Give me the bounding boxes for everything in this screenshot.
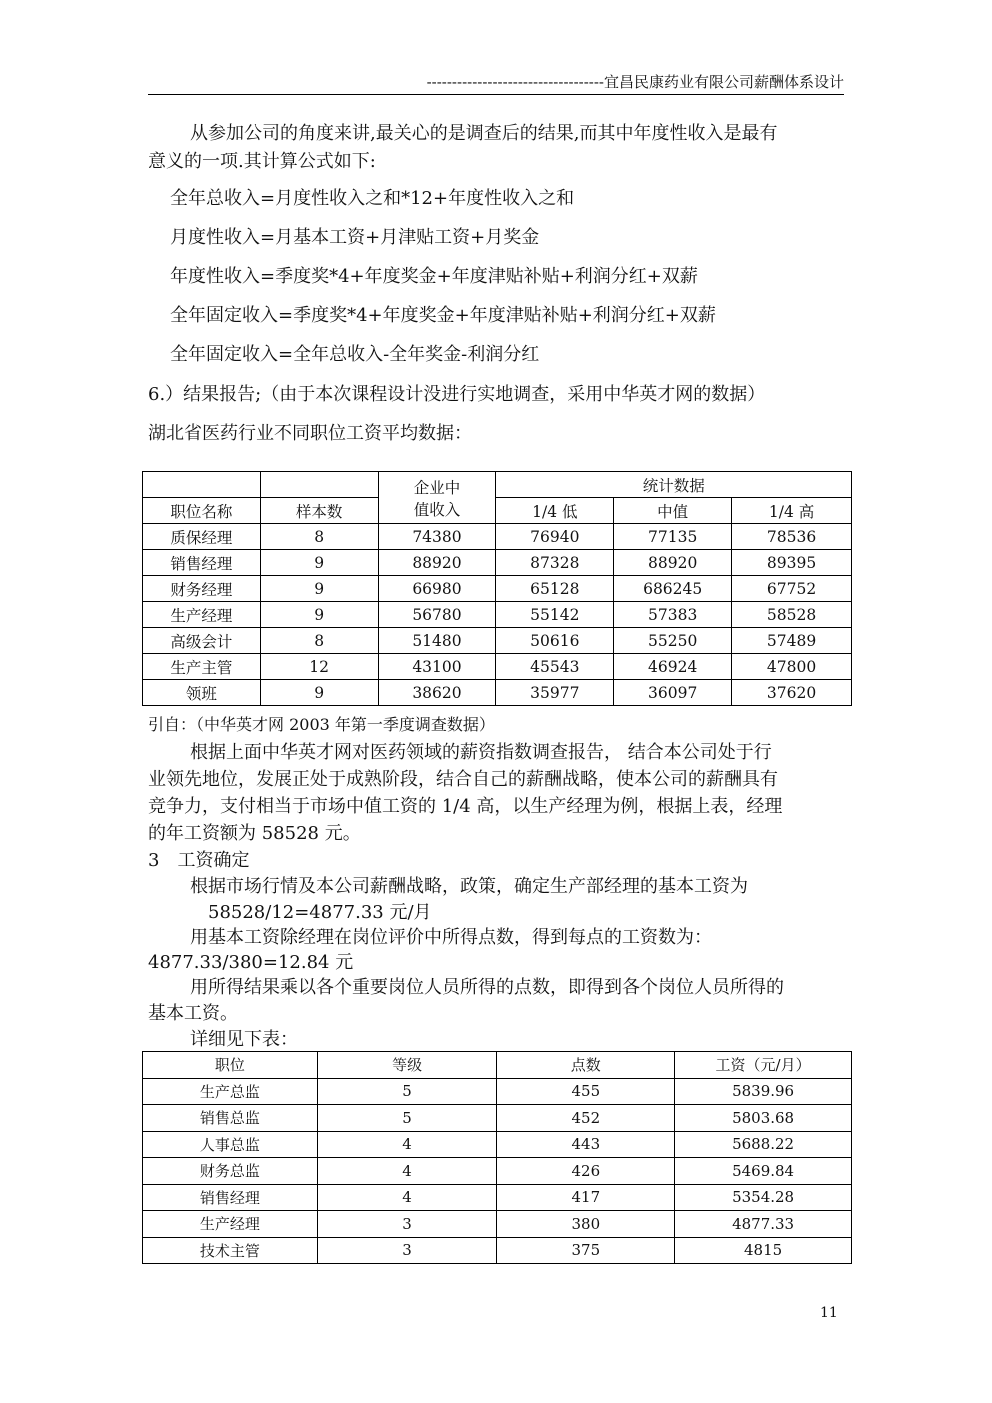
table-row <box>143 1158 852 1185</box>
cell-position: 财务经理 <box>143 576 261 602</box>
cell-median-income: 88920 <box>378 550 496 576</box>
cell-high: 58528 <box>732 602 852 628</box>
header-low-quartile: 1/4 低 <box>496 498 614 524</box>
table-row <box>143 550 852 576</box>
table-header-row <box>143 1052 852 1079</box>
header-median-line1: 企业中 <box>413 478 461 497</box>
cell-position: 销售经理 <box>143 1184 318 1211</box>
cell-mid: 46924 <box>614 654 732 680</box>
formula-2: 月度性收入=月基本工资+月津贴工资+月奖金 <box>170 227 540 248</box>
formula-5: 全年固定收入=全年总收入-全年奖金-利润分红 <box>170 344 540 365</box>
base-salary-table <box>142 1051 852 1264</box>
cell-low: 55142 <box>496 602 614 628</box>
cell-samples: 9 <box>260 576 378 602</box>
cell-mid: 686245 <box>614 576 732 602</box>
header-median-line2: 值收入 <box>413 500 461 519</box>
table-row <box>143 680 852 706</box>
cell-high: 67752 <box>732 576 852 602</box>
cell-points: 455 <box>497 1078 675 1105</box>
header-position: 职位名称 <box>143 498 261 524</box>
section-3-line-4: 4877.33/380=12.84 元 <box>148 952 354 973</box>
analysis-line-4: 的年工资额为 58528 元。 <box>148 823 361 844</box>
cell-grade: 3 <box>317 1211 497 1238</box>
page-number: 11 <box>820 1305 838 1321</box>
cell-grade: 3 <box>317 1237 497 1264</box>
analysis-line-3: 竞争力，支付相当于市场中值工资的 1/4 高，以生产经理为例，根据上表，经理 <box>148 796 783 817</box>
header-median: 中值 <box>614 498 732 524</box>
cell-high: 89395 <box>732 550 852 576</box>
cell-position: 销售总监 <box>143 1105 318 1132</box>
cell-points: 426 <box>497 1158 675 1185</box>
cell-low: 45543 <box>496 654 614 680</box>
section-3-line-2: 58528/12=4877.33 元/月 <box>208 902 432 923</box>
cell-mid: 36097 <box>614 680 732 706</box>
header-samples: 样本数 <box>260 498 378 524</box>
cell-salary: 5354.28 <box>675 1184 852 1211</box>
cell-low: 87328 <box>496 550 614 576</box>
cell-median-income: 66980 <box>378 576 496 602</box>
cell-low: 50616 <box>496 628 614 654</box>
cell-position: 质保经理 <box>143 524 261 550</box>
intro-line-2: 意义的一项.其计算公式如下: <box>148 151 376 172</box>
cell-position: 高级会计 <box>143 628 261 654</box>
table-row <box>143 524 852 550</box>
cell-mid: 57383 <box>614 602 732 628</box>
cell-position: 生产经理 <box>143 602 261 628</box>
cell-high: 78536 <box>732 524 852 550</box>
header-grade: 等级 <box>317 1052 497 1079</box>
salary-survey-table <box>142 471 852 706</box>
cell-median-income: 38620 <box>378 680 496 706</box>
cell-grade: 4 <box>317 1131 497 1158</box>
cell-samples: 9 <box>260 550 378 576</box>
table-source-note: 引自：（中华英才网 2003 年第一季度调查数据） <box>148 715 495 734</box>
intro-line-1: 从参加公司的角度来讲,最关心的是调查后的结果,而其中年度性收入是最有 <box>190 123 778 144</box>
cell-position: 生产总监 <box>143 1078 318 1105</box>
cell-samples: 12 <box>260 654 378 680</box>
cell-grade: 4 <box>317 1184 497 1211</box>
cell-position: 生产主管 <box>143 654 261 680</box>
cell-low: 76940 <box>496 524 614 550</box>
table-row <box>143 576 852 602</box>
report-heading: 6.）结果报告;（由于本次课程设计没进行实地调查，采用中华英才网的数据） <box>148 384 766 405</box>
cell-samples: 9 <box>260 602 378 628</box>
table-header-row <box>143 498 852 524</box>
cell-low: 65128 <box>496 576 614 602</box>
header-high-quartile: 1/4 高 <box>732 498 852 524</box>
cell-grade: 4 <box>317 1158 497 1185</box>
cell-high: 57489 <box>732 628 852 654</box>
cell-high: 47800 <box>732 654 852 680</box>
cell-position: 生产经理 <box>143 1211 318 1238</box>
analysis-line-1: 根据上面中华英才网对医药领域的薪资指数调查报告， 结合本公司处于行 <box>190 742 772 763</box>
cell-mid: 55250 <box>614 628 732 654</box>
cell-salary: 4877.33 <box>675 1211 852 1238</box>
cell-samples: 9 <box>260 680 378 706</box>
header-salary: 工资（元/月） <box>675 1052 852 1079</box>
cell-salary: 5839.96 <box>675 1078 852 1105</box>
report-subheading: 湖北省医药行业不同职位工资平均数据： <box>148 423 472 444</box>
formula-3: 年度性收入=季度奖*4+年度奖金+年度津贴补贴+利润分红+双薪 <box>170 266 698 287</box>
cell-high: 37620 <box>732 680 852 706</box>
formula-1: 全年总收入=月度性收入之和*12+年度性收入之和 <box>170 188 575 209</box>
table-row <box>143 1105 852 1132</box>
cell-points: 452 <box>497 1105 675 1132</box>
header-position: 职位 <box>143 1052 318 1079</box>
section-3-line-6: 基本工资。 <box>148 1003 238 1024</box>
table-row <box>143 628 852 654</box>
section-3-line-3: 用基本工资除经理在岗位评价中所得点数，得到每点的工资数为： <box>190 927 712 948</box>
table-row <box>143 1211 852 1238</box>
table-row <box>143 1237 852 1264</box>
table-row <box>143 602 852 628</box>
cell-position: 人事总监 <box>143 1131 318 1158</box>
table-row <box>143 1184 852 1211</box>
header-rule <box>148 94 844 95</box>
analysis-line-2: 业领先地位，发展正处于成熟阶段，结合自己的薪酬战略，使本公司的薪酬具有 <box>148 769 778 790</box>
cell-points: 375 <box>497 1237 675 1264</box>
header-cell <box>143 472 261 498</box>
header-stats: 统计数据 <box>496 472 852 498</box>
cell-position: 技术主管 <box>143 1237 318 1264</box>
section-3-heading: 3 工资确定 <box>148 850 250 871</box>
cell-salary: 4815 <box>675 1237 852 1264</box>
header-median-income <box>378 472 496 524</box>
cell-salary: 5688.22 <box>675 1131 852 1158</box>
cell-salary: 5803.68 <box>675 1105 852 1132</box>
cell-salary: 5469.84 <box>675 1158 852 1185</box>
cell-position: 销售经理 <box>143 550 261 576</box>
cell-points: 380 <box>497 1211 675 1238</box>
cell-mid: 88920 <box>614 550 732 576</box>
running-header: -----------------------------------宜昌民康药业有限公司薪酬体系设计 <box>426 73 844 91</box>
table-row <box>143 1131 852 1158</box>
cell-points: 443 <box>497 1131 675 1158</box>
section-3-line-1: 根据市场行情及本公司薪酬战略，政策，确定生产部经理的基本工资为 <box>190 876 748 897</box>
table-header-row <box>143 472 852 498</box>
cell-median-income: 43100 <box>378 654 496 680</box>
cell-points: 417 <box>497 1184 675 1211</box>
cell-mid: 77135 <box>614 524 732 550</box>
cell-grade: 5 <box>317 1078 497 1105</box>
section-3-line-5: 用所得结果乘以各个重要岗位人员所得的点数，即得到各个岗位人员所得的 <box>190 977 784 998</box>
cell-median-income: 51480 <box>378 628 496 654</box>
cell-median-income: 74380 <box>378 524 496 550</box>
cell-low: 35977 <box>496 680 614 706</box>
cell-position: 财务总监 <box>143 1158 318 1185</box>
cell-position: 领班 <box>143 680 261 706</box>
section-3-line-7: 详细见下表： <box>190 1029 298 1050</box>
table-row <box>143 1078 852 1105</box>
cell-samples: 8 <box>260 628 378 654</box>
cell-grade: 5 <box>317 1105 497 1132</box>
cell-samples: 8 <box>260 524 378 550</box>
cell-median-income: 56780 <box>378 602 496 628</box>
formula-4: 全年固定收入=季度奖*4+年度奖金+年度津贴补贴+利润分红+双薪 <box>170 305 716 326</box>
header-points: 点数 <box>497 1052 675 1079</box>
table-row <box>143 654 852 680</box>
header-cell <box>260 472 378 498</box>
